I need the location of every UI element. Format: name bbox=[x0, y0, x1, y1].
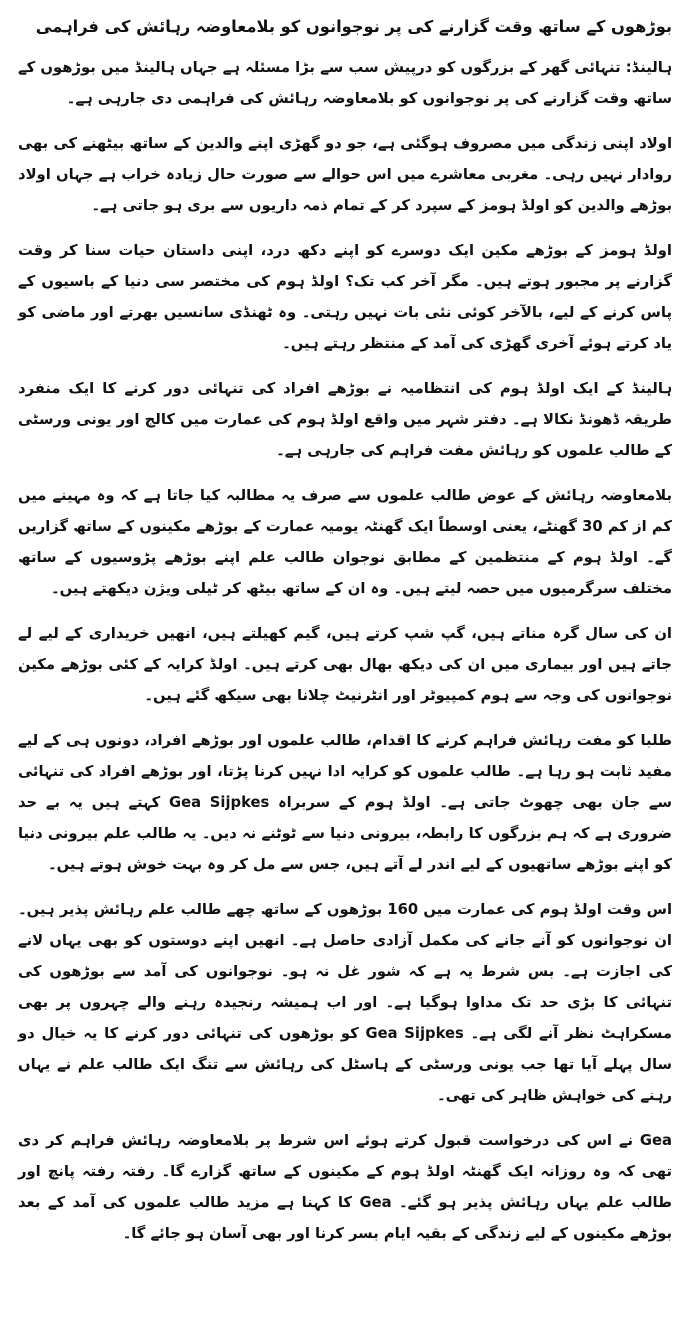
article-paragraph-8: اس وقت اولڈ ہوم کی عمارت میں 160 بوڑھوں کے ساتھ چھے طالب علم رہائش پذیر ہیں۔ ان نوجوانوں کو آنے جانے کی مکمل آزادی حاصل ہے۔ انھیں اپنے دوستوں کو بھی یہاں لانے کی اجازت ہے۔ بس شرط یہ ہے کہ شور غل نہ ہو۔ نوجوانوں کی آمد سے بوڑھوں کی تنہائی کا بڑی حد تک مداوا ہوگیا ہے۔ اور اب ہمیشہ رنجیدہ رہنے والے چہروں پر بھی مسکراہٹ نظر آنے لگی ہے۔ Gea Sijpkes کو بوڑھوں کی تنہائی دور کرنے کا یہ خیال دو سال پہلے آیا تھا جب یونی ورسٹی کے ہاسٹل کی رہائش سے تنگ ایک طالب علم نے یہاں رہنے کی خواہش ظاہر کی تھی۔ bbox=[18, 901, 672, 1104]
article-paragraph-3: اولڈ ہومز کے بوڑھے مکین ایک دوسرے کو اپنے دکھ درد، اپنی داستان حیات سنا کر وقت گزارنے پر مجبور ہوتے ہیں۔ مگر آخر کب تک؟ اولڈ ہوم کی مختصر سی دنیا کے باسیوں کے پاس کرنے کے لیے، بالآخر کوئی نئی بات نہیں رہتی۔ وہ ٹھنڈی سانسیں بھرتے اور ماضی کو یاد کرتے ہوئے آخری گھڑی کی آمد کے منتظر رہتے ہیں۔ bbox=[18, 242, 672, 352]
article-paragraph-4: ہالینڈ کے ایک اولڈ ہوم کی انتظامیہ نے بوڑھے افراد کی تنہائی دور کرنے کا ایک منفرد طریقہ ڈھونڈ نکالا ہے۔ دفتر شہر میں واقع اولڈ ہوم کی عمارت میں کالج اور یونی ورسٹی کے طالب علموں کو رہائش مفت فراہم کی جارہی ہے۔ bbox=[18, 380, 672, 459]
article-paragraph-5: بلامعاوضہ رہائش کے عوض طالب علموں سے صرف یہ مطالبہ کیا جاتا ہے کہ وہ مہینے میں کم از کم 30 گھنٹے، یعنی اوسطاً ایک گھنٹہ یومیہ عمارت کے بوڑھے مکینوں کے ساتھ گزاریں گے۔ اولڈ ہوم کے منتظمین کے مطابق نوجوان طالب علم اپنے بوڑھے پڑوسیوں کے ساتھ مختلف سرگرمیوں میں حصہ لیتے ہیں۔ وہ ان کے ساتھ بیٹھ کر ٹیلی ویژن دیکھتے ہیں۔ bbox=[18, 487, 673, 597]
article-paragraph-2: اولاد اپنی زندگی میں مصروف ہوگئی ہے، جو دو گھڑی اپنے والدین کے ساتھ بیٹھنے کی بھی روادار نہیں رہی۔ مغربی معاشرے میں اس حوالے سے صورت حال زیادہ خراب ہے جہاں اولاد بوڑھے والدین کو اولڈ ہومز کے سپرد کر کے تمام ذمہ داریوں سے بری ہو جاتی ہے۔ bbox=[18, 135, 672, 214]
article-paragraph-6: ان کی سال گرہ مناتے ہیں، گپ شپ کرتے ہیں، گیم کھیلتے ہیں، انھیں خریداری کے لیے لے جاتے ہیں اور بیماری میں ان کی دیکھ بھال بھی کرتے ہیں۔ اولڈ کرایہ کے کئی بوڑھے مکین نوجوانوں کی وجہ سے ہوم کمپیوٹر اور انٹرنیٹ چلانا بھی سیکھ گئے ہیں۔ bbox=[18, 625, 672, 704]
article-paragraph-9: Gea نے اس کی درخواست قبول کرتے ہوئے اس شرط پر بلامعاوضہ رہائش فراہم کر دی تھی کہ وہ روزانہ ایک گھنٹہ اولڈ ہوم کے مکینوں کے ساتھ گزارے گا۔ رفتہ رفتہ پانچ اور طالب علم یہاں رہائش پذیر ہو گئے۔ Gea کا کہنا ہے مزید طالب علموں کی آمد کے بعد بوڑھے مکینوں کے لیے زندگی کے بقیہ ایام بسر کرنا اور بھی آسان ہو جائے گا۔ bbox=[18, 1132, 672, 1242]
article-paragraph-1: ہالینڈ: تنہائی گھر کے بزرگوں کو درپیش سب سے بڑا مسئلہ ہے جہاں ہالینڈ میں بوڑھوں کے ساتھ وقت گزارنے کی پر نوجوانوں کو بلامعاوضہ رہائش کی فراہمی دی جارہی ہے۔ bbox=[18, 59, 672, 107]
article-title: بوڑھوں کے ساتھ وقت گزارنے کی پر نوجوانوں کو بلامعاوضہ رہائش کی فراہمی bbox=[35, 17, 672, 36]
article-paragraph-7: طلبا کو مفت رہائش فراہم کرنے کا اقدام، طالب علموں اور بوڑھے افراد، دونوں ہی کے لیے مفید ثابت ہو رہا ہے۔ طالب علموں کو کرایہ ادا نہیں کرنا پڑتا، اور بوڑھے افراد کی تنہائی سے جان بھی چھوٹ جاتی ہے۔ اولڈ ہوم کے سربراہ Gea Sijpkes کہتے ہیں یہ بے حد ضروری ہے کہ ہم بزرگوں کا رابطہ، بیرونی دنیا سے ٹوٹنے نہ دیں۔ یہ طالب علم بیرونی دنیا کو اپنے بوڑھے ساتھیوں کے لیے اندر لے آتے ہیں، جس سے مل کر وہ بہت خوش ہوتے ہیں۔ bbox=[18, 732, 673, 873]
